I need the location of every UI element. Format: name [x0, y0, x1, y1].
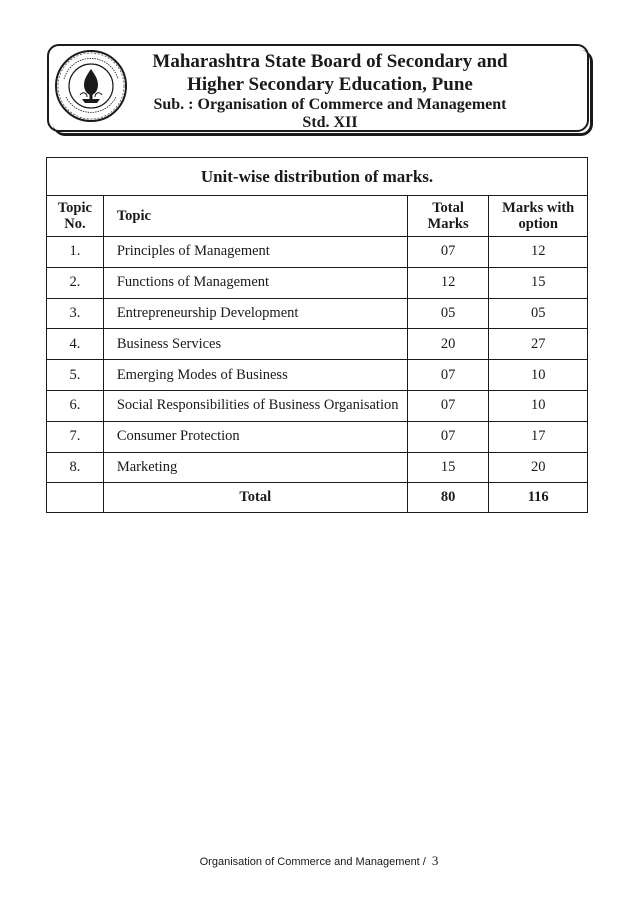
standard-label: Std. XII — [302, 114, 358, 131]
topic-name: Marketing — [103, 452, 407, 483]
board-name-line2: Higher Secondary Education, Pune — [187, 74, 473, 95]
total-marks: 15 — [407, 452, 489, 483]
topic-name: Principles of Management — [103, 237, 407, 268]
table-total-row — [47, 483, 588, 513]
topic-name: Social Responsibilities of Business Organisation — [103, 390, 407, 421]
table-row — [47, 390, 588, 421]
table-row — [47, 452, 588, 483]
header-topic-no-line1: Topic — [57, 200, 92, 216]
header-total-line2: Marks — [427, 216, 469, 232]
topic-name: Entrepreneurship Development — [103, 298, 407, 329]
topic-number: 8. — [47, 452, 104, 483]
marks-with-option-sum: 116 — [489, 483, 588, 513]
header-option-line2: option — [518, 216, 558, 232]
column-header-topic: Topic — [103, 196, 407, 237]
marks-with-option: 10 — [489, 360, 588, 391]
page-number: 3 — [431, 853, 439, 868]
topic-name: Consumer Protection — [103, 421, 407, 452]
marks-with-option: 17 — [489, 421, 588, 452]
total-marks: 07 — [407, 421, 489, 452]
topic-name: Business Services — [103, 329, 407, 360]
marks-with-option: 15 — [489, 267, 588, 298]
total-marks: 07 — [407, 390, 489, 421]
table-caption: Unit-wise distribution of marks. — [47, 158, 588, 196]
topic-number: 4. — [47, 329, 104, 360]
column-header-marks-with-option — [489, 196, 588, 237]
header-option-line1: Marks with — [502, 200, 575, 216]
total-marks: 07 — [407, 237, 489, 268]
topic-number: 7. — [47, 421, 104, 452]
header-topic-no-line2: No. — [64, 216, 86, 232]
total-marks: 05 — [407, 298, 489, 329]
marks-distribution-table — [46, 157, 588, 513]
table-row — [47, 267, 588, 298]
board-name-line1: Maharashtra State Board of Secondary and — [152, 51, 508, 72]
topic-number: 1. — [47, 237, 104, 268]
column-header-total-marks — [407, 196, 489, 237]
topic-name: Functions of Management — [103, 267, 407, 298]
table-header-row — [47, 196, 588, 237]
table-row — [47, 237, 588, 268]
table-row — [47, 329, 588, 360]
table-row — [47, 298, 588, 329]
header-total-line1: Total — [432, 200, 464, 216]
total-marks: 07 — [407, 360, 489, 391]
board-seal-logo — [54, 49, 128, 123]
table-row — [47, 421, 588, 452]
column-header-topic-no — [47, 196, 104, 237]
marks-with-option: 10 — [489, 390, 588, 421]
topic-number: 5. — [47, 360, 104, 391]
marks-with-option: 20 — [489, 452, 588, 483]
marks-with-option: 05 — [489, 298, 588, 329]
topic-number: 2. — [47, 267, 104, 298]
table-row — [47, 360, 588, 391]
page-footer — [0, 853, 638, 869]
total-marks: 20 — [407, 329, 489, 360]
topic-number: 3. — [47, 298, 104, 329]
footer-book-title: Organisation of Commerce and Management / — [199, 856, 426, 868]
topic-name: Emerging Modes of Business — [103, 360, 407, 391]
total-empty-cell — [47, 483, 104, 513]
topic-number: 6. — [47, 390, 104, 421]
total-marks: 12 — [407, 267, 489, 298]
table-caption-row — [47, 158, 588, 196]
marks-with-option: 27 — [489, 329, 588, 360]
subject-title: Sub. : Organisation of Commerce and Management — [153, 96, 507, 113]
total-marks-sum: 80 — [407, 483, 489, 513]
marks-with-option: 12 — [489, 237, 588, 268]
total-label: Total — [103, 483, 407, 513]
